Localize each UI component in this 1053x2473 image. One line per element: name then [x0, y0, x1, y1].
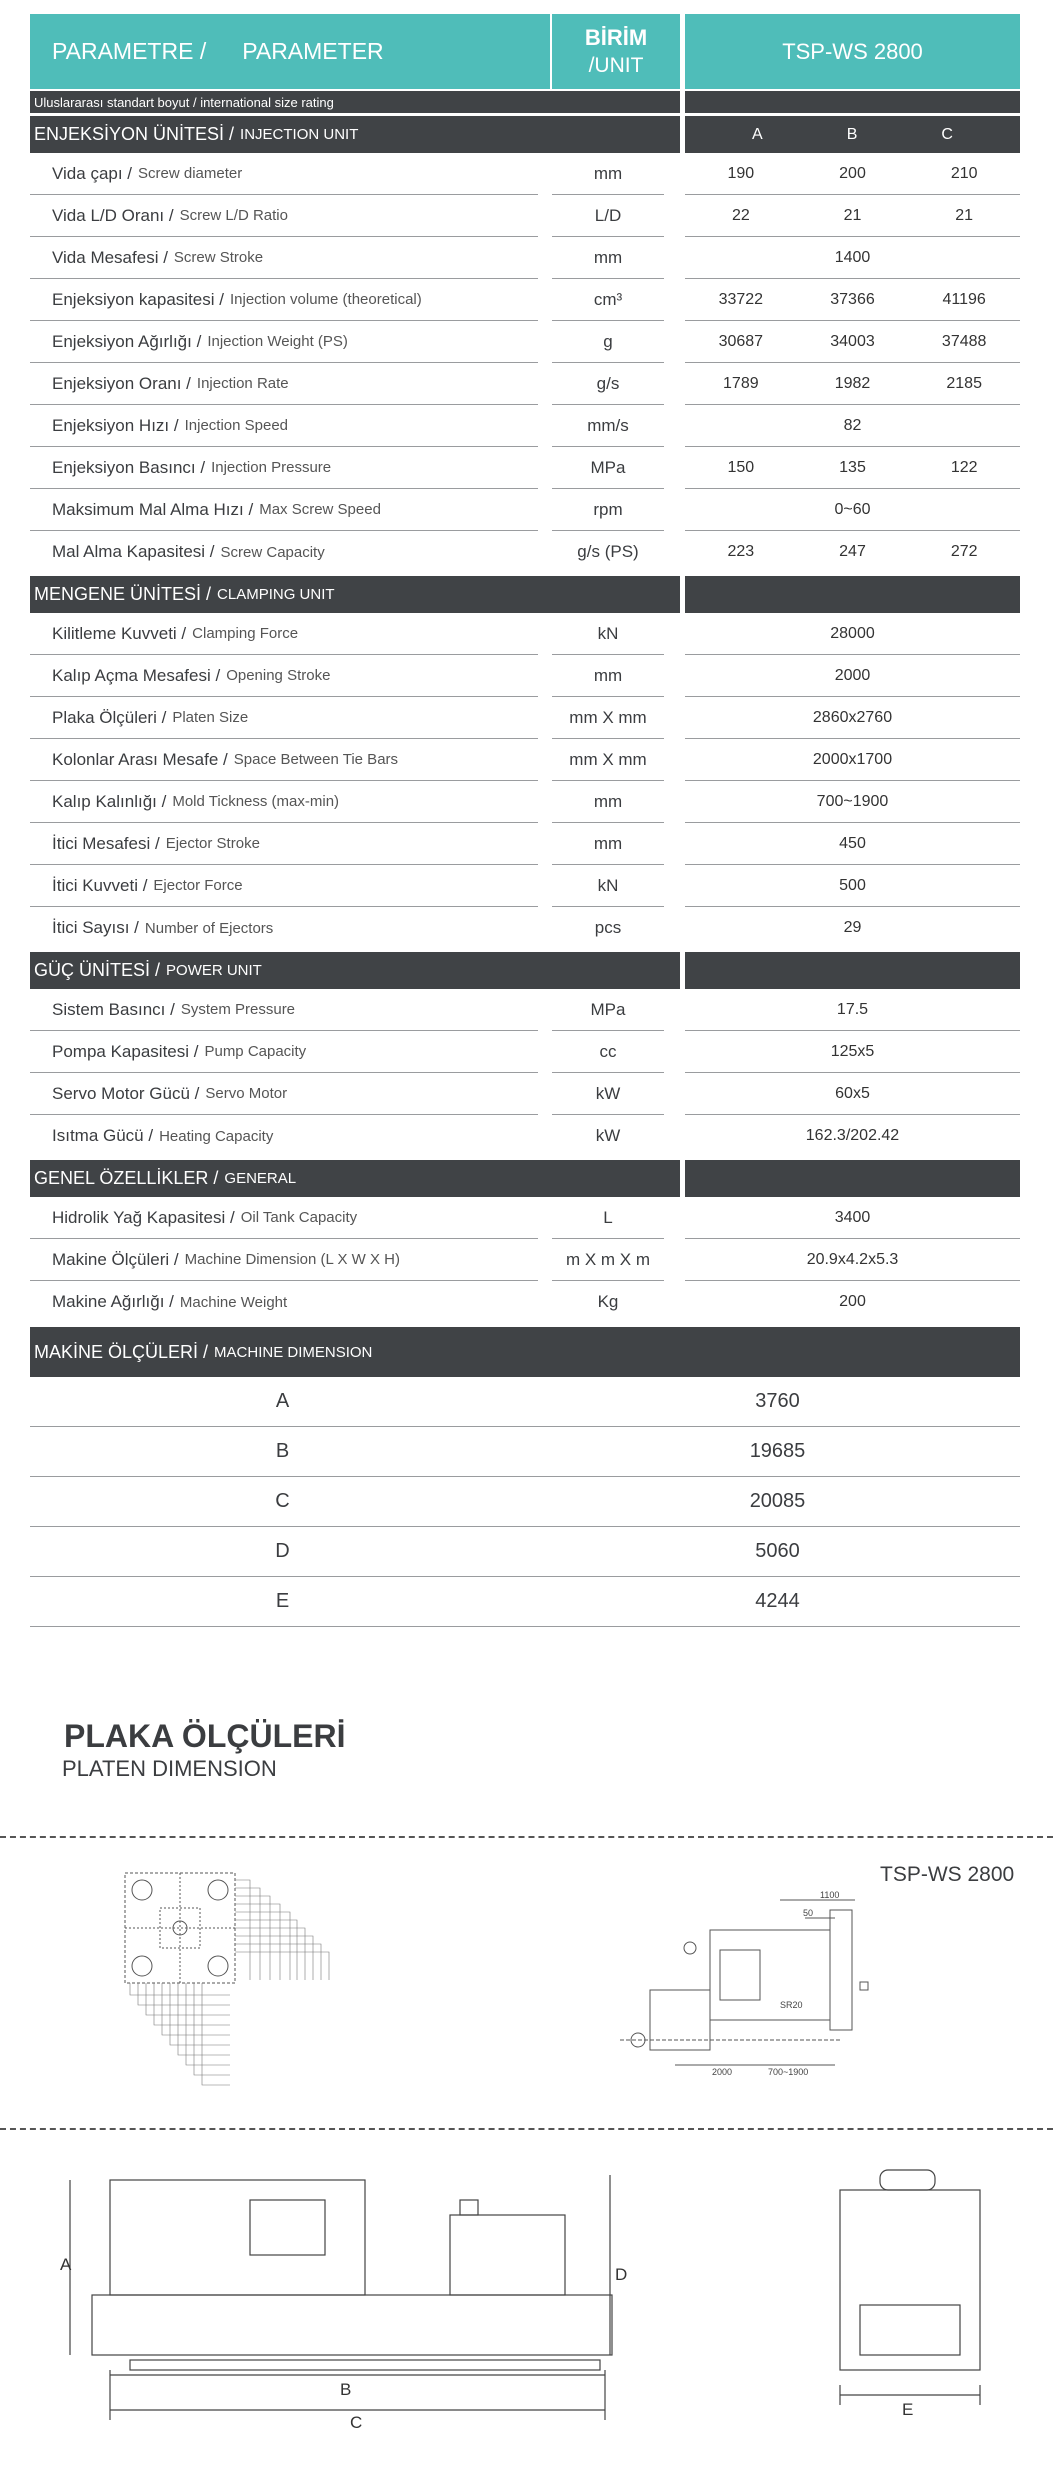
param-tr: Maksimum Mal Alma Hızı /	[52, 499, 254, 519]
spec-row	[30, 613, 1020, 655]
spec-row	[30, 781, 1020, 823]
unit-header	[552, 14, 680, 89]
param-header	[30, 14, 550, 89]
spec-row	[30, 1031, 1020, 1073]
param-cell	[30, 489, 538, 531]
value: 29	[843, 919, 862, 936]
unit-cell: g	[552, 321, 664, 363]
param-cell	[30, 823, 538, 865]
param-cell	[30, 697, 538, 739]
param-en: Injection Rate	[196, 375, 289, 392]
unit-cell: mm	[552, 237, 664, 279]
param-en: Screw diameter	[138, 165, 243, 182]
param-cell	[30, 531, 538, 573]
spec-row	[30, 447, 1020, 489]
param-en: Mold Tickness (max-min)	[172, 793, 340, 810]
section-title-tr: GENEL ÖZELLİKLER /	[34, 1168, 219, 1188]
param-tr: PARAMETRE /	[52, 38, 207, 64]
param-cell	[30, 279, 538, 321]
param-tr: Hidrolik Yağ Kapasitesi /	[52, 1207, 235, 1227]
param-en: Screw L/D Ratio	[179, 207, 288, 224]
value: 247	[839, 543, 866, 560]
value: 2185	[946, 374, 982, 392]
value-cell	[685, 613, 1020, 655]
value: 3400	[834, 1208, 871, 1226]
value: 21	[955, 206, 974, 224]
value-cell	[685, 1031, 1020, 1073]
dimension-row	[30, 1427, 1020, 1477]
param-en: PARAMETER	[242, 38, 384, 64]
unit-en: /UNIT	[588, 53, 644, 77]
dim-label-b: B	[340, 2380, 352, 2399]
param-cell	[30, 447, 538, 489]
param-tr: Enjeksiyon Basıncı /	[52, 457, 206, 477]
value-cell	[685, 989, 1020, 1031]
spec-row	[30, 489, 1020, 531]
value: 210	[950, 164, 978, 182]
param-cell	[30, 865, 538, 907]
spec-row	[30, 739, 1020, 781]
spec-row	[30, 1073, 1020, 1115]
dimension-key: D	[275, 1540, 290, 1562]
value-cell	[685, 655, 1020, 697]
unit-cell: MPa	[552, 989, 664, 1031]
section-columns	[685, 116, 1020, 153]
value-cell	[685, 865, 1020, 907]
value-cell	[685, 405, 1020, 447]
value: 162.3/202.42	[805, 1127, 900, 1144]
param-tr: Isıtma Gücü /	[52, 1126, 154, 1145]
param-tr: Enjeksiyon Hızı /	[52, 415, 179, 435]
value-cell	[685, 1115, 1020, 1157]
section-title	[30, 116, 680, 153]
param-cell	[30, 1115, 538, 1157]
param-tr: Pompa Kapasitesi /	[52, 1041, 199, 1061]
side-label-1: 1100	[820, 1890, 840, 1900]
side-label-5: 700~1900	[768, 2067, 809, 2077]
dimension-row	[30, 1377, 1020, 1427]
value-cell	[685, 1239, 1020, 1281]
column-label: C	[941, 125, 953, 143]
platen-title: PLAKA ÖLÇÜLERİ	[64, 1718, 346, 1754]
param-cell	[30, 989, 538, 1031]
spec-row	[30, 1239, 1020, 1281]
value: 2000	[834, 666, 871, 684]
value: 60x5	[835, 1084, 870, 1102]
value: 17.5	[836, 1000, 869, 1018]
section-columns	[685, 576, 1020, 613]
machine-front-drawing	[820, 2165, 1000, 2425]
value: 21	[843, 206, 862, 224]
value: 200	[839, 1293, 866, 1310]
value: 190	[727, 164, 755, 182]
value: 200	[839, 164, 866, 182]
unit-cell: mm X mm	[552, 697, 664, 739]
platen-side-drawing	[620, 1890, 890, 2080]
value-cell	[685, 1197, 1020, 1239]
value: 28000	[830, 624, 875, 642]
section-title	[30, 1327, 1020, 1377]
value-cell	[685, 237, 1020, 279]
value-cell	[685, 1073, 1020, 1115]
dimension-key: B	[275, 1440, 290, 1462]
dimension-value: 4244	[755, 1590, 800, 1612]
param-en: System Pressure	[180, 1001, 296, 1018]
param-cell	[30, 1073, 538, 1115]
value-cell	[685, 1281, 1020, 1323]
param-tr: Sistem Basıncı /	[52, 999, 175, 1019]
param-cell	[30, 613, 538, 655]
param-cell	[30, 1239, 538, 1281]
param-en: Injection volume (theoretical)	[229, 291, 422, 308]
value: 0~60	[834, 500, 871, 518]
value-cell	[685, 195, 1020, 237]
platen-front-drawing	[120, 1868, 350, 2093]
spec-row	[30, 195, 1020, 237]
unit-cell: rpm	[552, 489, 664, 531]
section-header-general	[30, 1160, 1020, 1197]
dimension-value: 19685	[749, 1440, 806, 1462]
param-tr: Vida Mesafesi /	[52, 247, 168, 267]
side-label-2: 50	[803, 1908, 814, 1918]
param-tr: Plaka Ölçüleri /	[52, 707, 167, 727]
param-tr: İtici Kuvveti /	[52, 875, 148, 895]
value: 125x5	[830, 1042, 875, 1060]
value-cell	[685, 907, 1020, 949]
unit-cell: L	[552, 1197, 664, 1239]
param-cell	[30, 1031, 538, 1073]
value: 33722	[718, 290, 764, 308]
value: 1789	[723, 374, 759, 392]
section-columns	[685, 952, 1020, 989]
param-tr: Kalıp Kalınlığı /	[52, 791, 167, 811]
unit-cell: cm³	[552, 279, 664, 321]
value-cell	[685, 823, 1020, 865]
param-en: Oil Tank Capacity	[240, 1209, 358, 1226]
param-en: Clamping Force	[192, 625, 299, 642]
unit-cell: Kg	[597, 1292, 619, 1311]
size-rating-filler	[685, 91, 1020, 113]
section-columns	[685, 1160, 1020, 1197]
param-en: Space Between Tie Bars	[233, 751, 399, 768]
param-tr: Vida çapı /	[52, 163, 133, 183]
spec-row	[30, 153, 1020, 195]
dimension-row	[30, 1577, 1020, 1627]
value: 700~1900	[816, 792, 889, 810]
value-cell	[685, 697, 1020, 739]
param-cell	[30, 363, 538, 405]
spec-row	[30, 1281, 1020, 1323]
value: 1400	[834, 248, 871, 266]
param-cell	[30, 655, 538, 697]
section-title-tr: GÜÇ ÜNİTESİ /	[34, 960, 161, 980]
value-cell	[685, 447, 1020, 489]
unit-cell: mm	[552, 781, 664, 823]
param-tr: İtici Sayısı /	[52, 918, 139, 937]
unit-cell: mm	[552, 823, 664, 865]
value: 500	[839, 876, 866, 894]
param-en: Platen Size	[172, 709, 249, 726]
param-en: Injection Pressure	[211, 459, 332, 476]
section-title	[30, 952, 680, 989]
value-cell	[685, 321, 1020, 363]
param-cell	[30, 907, 538, 949]
spec-row	[30, 279, 1020, 321]
param-en: Max Screw Speed	[259, 501, 381, 518]
dim-label-d: D	[615, 2265, 628, 2284]
platen-model: TSP-WS 2800	[880, 1863, 1015, 1886]
divider	[0, 1836, 1053, 1838]
dimension-key: A	[275, 1390, 290, 1412]
spec-row	[30, 823, 1020, 865]
value: 450	[839, 834, 866, 852]
param-tr: Mal Alma Kapasitesi /	[52, 542, 215, 561]
section-title-en: MACHINE DIMENSION	[214, 1343, 373, 1361]
param-cell	[30, 195, 538, 237]
spec-row	[30, 1197, 1020, 1239]
param-cell	[30, 405, 538, 447]
value: 135	[839, 458, 866, 476]
unit-cell: mm/s	[552, 405, 664, 447]
dim-label-c: C	[350, 2413, 363, 2430]
param-tr: Kolonlar Arası Mesafe /	[52, 749, 228, 769]
dimension-key: C	[275, 1490, 290, 1512]
param-cell	[30, 153, 538, 195]
value: 122	[950, 458, 978, 476]
divider	[0, 2128, 1053, 2130]
param-tr: Servo Motor Gücü /	[52, 1083, 200, 1103]
value: 1982	[834, 374, 871, 392]
spec-row	[30, 405, 1020, 447]
param-cell	[30, 739, 538, 781]
side-label-4: 2000	[712, 2067, 733, 2077]
param-tr: Kalıp Açma Mesafesi /	[52, 665, 221, 685]
size-rating-bar	[30, 91, 1020, 113]
param-tr: Makine Ölçüleri /	[52, 1249, 179, 1269]
section-title	[30, 1160, 680, 1197]
value-cell	[685, 781, 1020, 823]
param-tr: Enjeksiyon Ağırlığı /	[52, 331, 202, 351]
value: 82	[843, 416, 862, 434]
param-en: Pump Capacity	[204, 1043, 307, 1060]
dim-label-a: A	[60, 2255, 72, 2274]
dimension-row	[30, 1527, 1020, 1577]
side-label-3: SR20	[780, 2000, 803, 2010]
param-en: Machine Weight	[179, 1293, 288, 1311]
spec-row	[30, 697, 1020, 739]
spec-row	[30, 989, 1020, 1031]
dimension-value: 20085	[749, 1490, 806, 1512]
param-en: Ejector Force	[153, 877, 243, 894]
value-cell	[685, 531, 1020, 573]
platen-subtitle: PLATEN DIMENSION	[62, 1756, 277, 1781]
param-tr: Enjeksiyon Oranı /	[52, 373, 191, 393]
value-cell	[685, 739, 1020, 781]
unit-cell: g/s (PS)	[577, 542, 639, 561]
param-en: Injection Weight (PS)	[207, 333, 348, 350]
param-en: Number of Ejectors	[144, 919, 274, 937]
column-label: A	[752, 125, 763, 143]
param-en: Machine Dimension (L X W X H)	[184, 1251, 400, 1268]
value-cell	[685, 153, 1020, 195]
value-cell	[685, 489, 1020, 531]
unit-cell: pcs	[594, 918, 622, 937]
table-header	[30, 14, 1020, 89]
param-en: Ejector Stroke	[165, 835, 260, 852]
param-tr: Vida L/D Oranı /	[52, 205, 174, 225]
param-en: Screw Stroke	[173, 249, 264, 266]
machine-side-drawing	[50, 2170, 670, 2430]
param-tr: Enjeksiyon kapasitesi /	[52, 289, 224, 309]
unit-cell: g/s	[552, 363, 664, 405]
param-cell	[30, 781, 538, 823]
value: 272	[950, 543, 978, 560]
unit-cell: mm	[552, 153, 664, 195]
spec-row	[30, 865, 1020, 907]
dim-label-e: E	[902, 2400, 914, 2419]
dimension-row	[30, 1477, 1020, 1527]
value: 223	[727, 543, 755, 560]
spec-row	[30, 321, 1020, 363]
unit-cell: kW	[595, 1126, 621, 1145]
model-header: TSP-WS 2800	[685, 14, 1020, 89]
param-en: Servo Motor	[205, 1085, 288, 1102]
unit-cell: m X m X m	[552, 1239, 664, 1281]
param-tr: Kilitleme Kuvveti /	[52, 623, 187, 643]
spec-row	[30, 655, 1020, 697]
unit-cell: L/D	[552, 195, 664, 237]
param-tr: İtici Mesafesi /	[52, 833, 160, 853]
spec-row	[30, 363, 1020, 405]
section-title-en: GENERAL	[224, 1170, 297, 1187]
param-en: Heating Capacity	[159, 1127, 274, 1145]
section-title-tr: ENJEKSİYON ÜNİTESİ /	[34, 124, 235, 144]
value: 20.9x4.2x5.3	[806, 1250, 899, 1268]
section-header-machine-dim	[30, 1327, 1020, 1377]
section-title-en: INJECTION UNIT	[240, 126, 359, 143]
value-cell	[685, 279, 1020, 321]
section-title-en: POWER UNIT	[166, 962, 262, 979]
param-cell	[30, 237, 538, 279]
section-header-clamping	[30, 576, 1020, 613]
dimension-key: E	[275, 1590, 290, 1612]
unit-cell: cc	[552, 1031, 664, 1073]
dimension-value: 5060	[755, 1540, 800, 1562]
param-cell	[30, 321, 538, 363]
dimension-value: 3760	[755, 1390, 800, 1412]
unit-cell: kN	[552, 613, 664, 655]
unit-cell: kN	[552, 865, 664, 907]
param-en: Injection Speed	[184, 417, 289, 434]
section-title-tr: MAKİNE ÖLÇÜLERİ /	[34, 1341, 209, 1362]
value: 2000x1700	[812, 750, 893, 768]
param-en: Screw Capacity	[220, 543, 325, 561]
spec-row	[30, 531, 1020, 573]
value: 37366	[830, 290, 875, 308]
value: 34003	[830, 332, 875, 350]
param-tr: Makine Ağırlığı /	[52, 1292, 174, 1311]
value: 41196	[942, 290, 986, 308]
spec-row	[30, 907, 1020, 949]
unit-cell: mm X mm	[552, 739, 664, 781]
spec-sheet	[30, 14, 1020, 1627]
spec-row	[30, 237, 1020, 279]
value: 2860x2760	[812, 708, 893, 726]
section-title	[30, 576, 680, 613]
value: 30687	[718, 332, 764, 350]
section-title-en: CLAMPING UNIT	[217, 586, 335, 603]
value: 37488	[941, 332, 987, 350]
unit-cell: kW	[552, 1073, 664, 1115]
unit-tr: BİRİM	[584, 24, 648, 50]
unit-cell: mm	[552, 655, 664, 697]
section-header-power	[30, 952, 1020, 989]
param-en: Opening Stroke	[226, 667, 331, 684]
param-cell	[30, 1281, 538, 1323]
value: 150	[727, 458, 755, 476]
unit-cell: MPa	[552, 447, 664, 489]
section-title-tr: MENGENE ÜNİTESİ /	[34, 584, 212, 604]
section-header-injection	[30, 116, 1020, 153]
value: 22	[731, 206, 750, 224]
size-rating: Uluslararası standart boyut / international size rating	[30, 91, 680, 113]
spec-row	[30, 1115, 1020, 1157]
column-label: B	[846, 125, 858, 143]
value-cell	[685, 363, 1020, 405]
param-cell	[30, 1197, 538, 1239]
